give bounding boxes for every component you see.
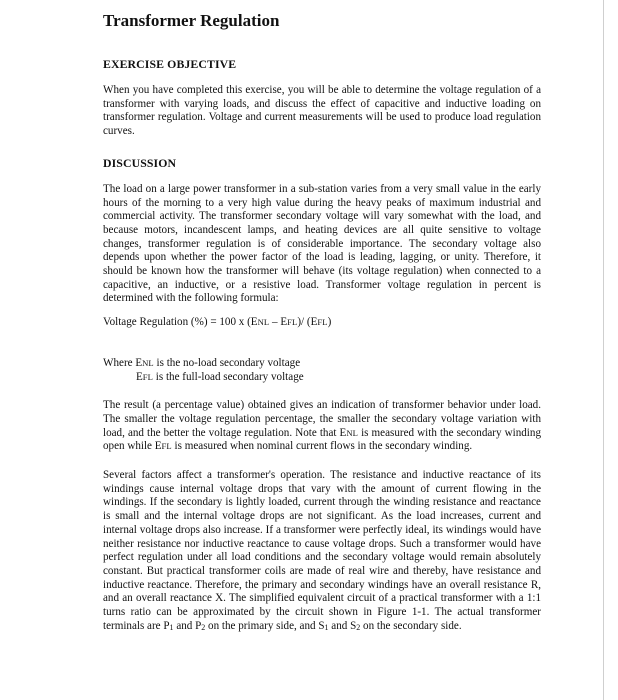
page-edge-divider bbox=[603, 0, 604, 700]
para3-sub-p2: 2 bbox=[201, 622, 206, 632]
para3-part2: and P bbox=[173, 619, 202, 632]
objective-heading: EXERCISE OBJECTIVE bbox=[103, 57, 237, 71]
discussion-paragraph-2 bbox=[103, 399, 541, 454]
formula-close: ) bbox=[327, 316, 332, 329]
formula-prefix: Voltage Regulation (%) = 100 x (E bbox=[103, 316, 258, 329]
formula-slash: )/ (E bbox=[297, 316, 318, 329]
discussion-paragraph-3 bbox=[103, 469, 541, 633]
para2-sub-fl: FL bbox=[161, 441, 172, 452]
where-line2-sub: FL bbox=[142, 371, 154, 382]
para3-sub-p1: 1 bbox=[169, 622, 174, 632]
where-line1-prefix: Where E bbox=[103, 356, 143, 369]
regulation-formula bbox=[103, 316, 541, 330]
where-line-enl bbox=[103, 357, 541, 371]
para3-sub-s2: 2 bbox=[356, 622, 361, 632]
formula-minus: – E bbox=[269, 316, 288, 329]
document-title: Transformer Regulation bbox=[103, 11, 280, 30]
para3-part4: and S bbox=[328, 619, 357, 632]
para2-part2: is measured with the secondary winding open while E bbox=[103, 426, 541, 453]
document-content bbox=[103, 8, 541, 634]
formula-sub-fl-2: FL bbox=[317, 317, 328, 328]
para3-part5: on the secondary side. bbox=[360, 619, 462, 632]
para3-part3: on the primary side, and S bbox=[205, 619, 325, 632]
formula-sub-nl: NL bbox=[257, 317, 270, 328]
para3-part1: Several factors affect a transformer's operation. The resistance and inductive reactance of its windings cause internal voltage drops that vary with the amount of current flowing in the windings. If the secondary is lightly loaded, current through the winding resistance and reactance is small and the internal voltage drops are not significant. As the load increases, current and internal voltage drops also increase. If a transformer were perfectly ideal, its windings would have neither resistance nor inductive reactance to cause voltage drops. Such a transformer would have perfect regulation under all load conditions and the secondary voltage would remain absolutely constant. But practical transformer coils are made of real wire and thereby, have resistance and inductive reactance. Therefore, the primary and secondary windings have an overall resistance R, and an overall reactance X. The simplified equivalent circuit of a practical transformer with a 1:1 turns ratio can be approximated by the circuit shown in Figure 1-1. The actual transformer terminals are P bbox=[103, 469, 541, 632]
where-line1-sub: NL bbox=[142, 357, 154, 368]
where-line-efl bbox=[103, 371, 541, 385]
formula-sub-fl: FL bbox=[287, 317, 298, 328]
where-definitions bbox=[103, 357, 541, 384]
discussion-heading: DISCUSSION bbox=[103, 155, 177, 170]
para2-part3: is measured when nominal current flows in the secondary winding. bbox=[171, 440, 473, 453]
where-line2-suffix: is the full-load secondary voltage bbox=[153, 370, 304, 383]
objective-paragraph: When you have completed this exercise, you will be able to determine the voltage regulation of a transformer with varying loads, and discuss the effect of capacitive and inductive loading on transformer regulation. Voltage and current measurements will be used to produce load regulation curves. bbox=[103, 84, 541, 138]
para2-sub-nl: NL bbox=[346, 427, 358, 438]
where-line2-prefix: E bbox=[136, 370, 143, 383]
para3-sub-s1: 1 bbox=[324, 622, 329, 632]
para2-part1: The result (a percentage value) obtained gives an indication of transformer behavior under load. The smaller the voltage regulation percentage, the smaller the secondary voltage variation with load, and the better the voltage regulation. Note that E bbox=[103, 399, 541, 439]
where-line1-suffix: is the no-load secondary voltage bbox=[153, 356, 301, 369]
discussion-paragraph-1: The load on a large power transformer in a sub-station varies from a very small value in the early hours of the morning to a very high value during the heavy peaks of maximum industrial and commercial activity. The transformer secondary voltage will vary somewhat with the load, and because motors, incandescent lamps, and heating devices are all quite sensitive to voltage changes, transformer regulation is of considerable importance. The secondary voltage also depends upon whether the power factor of the load is leading, lagging, or unity. Therefore, it should be known how the transformer will behave (its voltage regulation) when connected to a capacitive, an inductive, or a resistive load. Transformer voltage regulation in percent is determined with the following formula: bbox=[103, 182, 541, 305]
